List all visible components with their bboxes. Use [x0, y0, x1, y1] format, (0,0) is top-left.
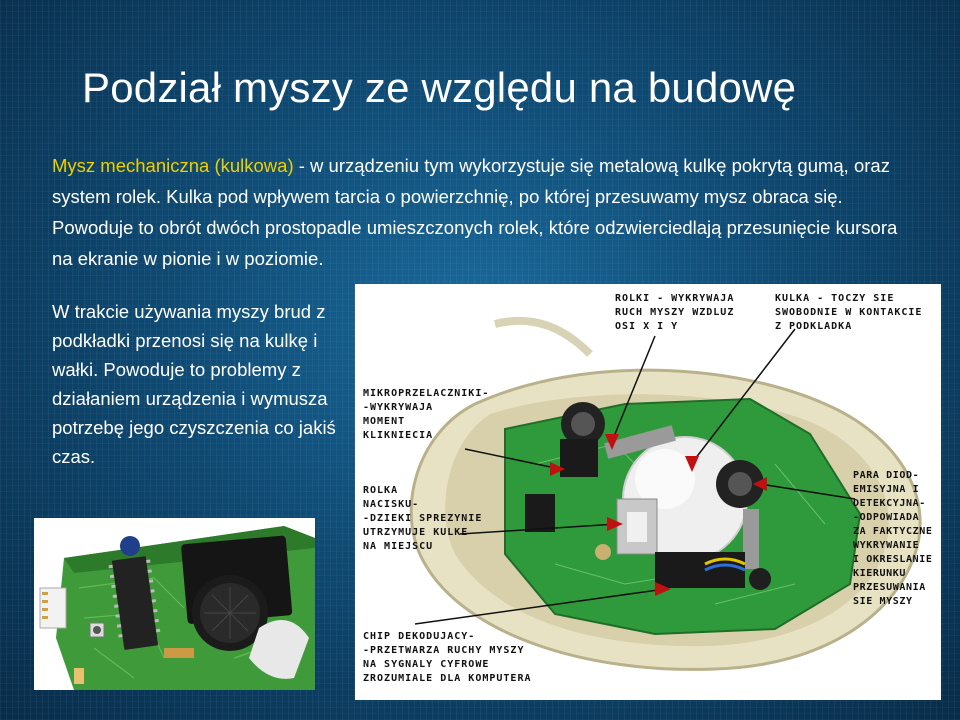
- intro-text: - w urządzeniu tym wykorzystuje się metalową kulkę pokrytą gumą, oraz system rolek. Kulka pod wpływem tarcia o powierzchnię, po której przesuwamy mysz obraca się. Powoduje to obrót dwóch prostopadle umieszczonych rolek, które odzwierciedlają przesunięcie kursora na ekranie w pionie i w poziomie.: [52, 155, 898, 269]
- slide-title: Podział myszy ze względu na budowę: [82, 64, 797, 111]
- label-kulka: KULKA - TOCZY SIE SWOBODNIE W KONTAKCIE Z PODKLADKA: [775, 293, 923, 332]
- intro-highlight: Mysz mechaniczna (kulkowa): [52, 155, 294, 176]
- circuit-board-image: [34, 518, 315, 690]
- mouse-diagram: [355, 284, 941, 700]
- side-paragraph: W trakcie używania myszy brud z podkładki przenosi się na kulkę i wałki. Powoduje to problemy z działaniem urządzenia i wymusza potrzebę jego czyszczenia co jakiś czas.: [52, 301, 336, 467]
- label-rolki: ROLKI - WYKRYWAJA RUCH MYSZY WZDLUZ OSI X I Y: [615, 293, 735, 332]
- label-rolka-nacisku: ROLKA NACISKU- -DZIEKI SPREZYNIE UTRZYMUJE KULKE NA MIEJSCU: [363, 485, 483, 552]
- label-para-diod: PARA DIOD- EMISYJNA I DETEKCYJNA- -ODPOWIADA ZA FAKTYCZNE WYKRYWANIE I OKRESLANIE KIERUNKU PRZESUWANIA SIE MYSZY: [853, 470, 933, 607]
- circuit-board-photo: [34, 518, 315, 690]
- intro-paragraph: [52, 150, 912, 274]
- label-mikroprzelaczniki: MIKROPRZELACZNIKI- -WYKRYWAJA MOMENT KLIKNIECIA: [363, 388, 490, 441]
- label-chip: CHIP DEKODUJACY- -PRZETWARZA RUCHY MYSZY NA SYGNALY CYFROWE ZROZUMIALE DLA KOMPUTERA: [363, 631, 532, 684]
